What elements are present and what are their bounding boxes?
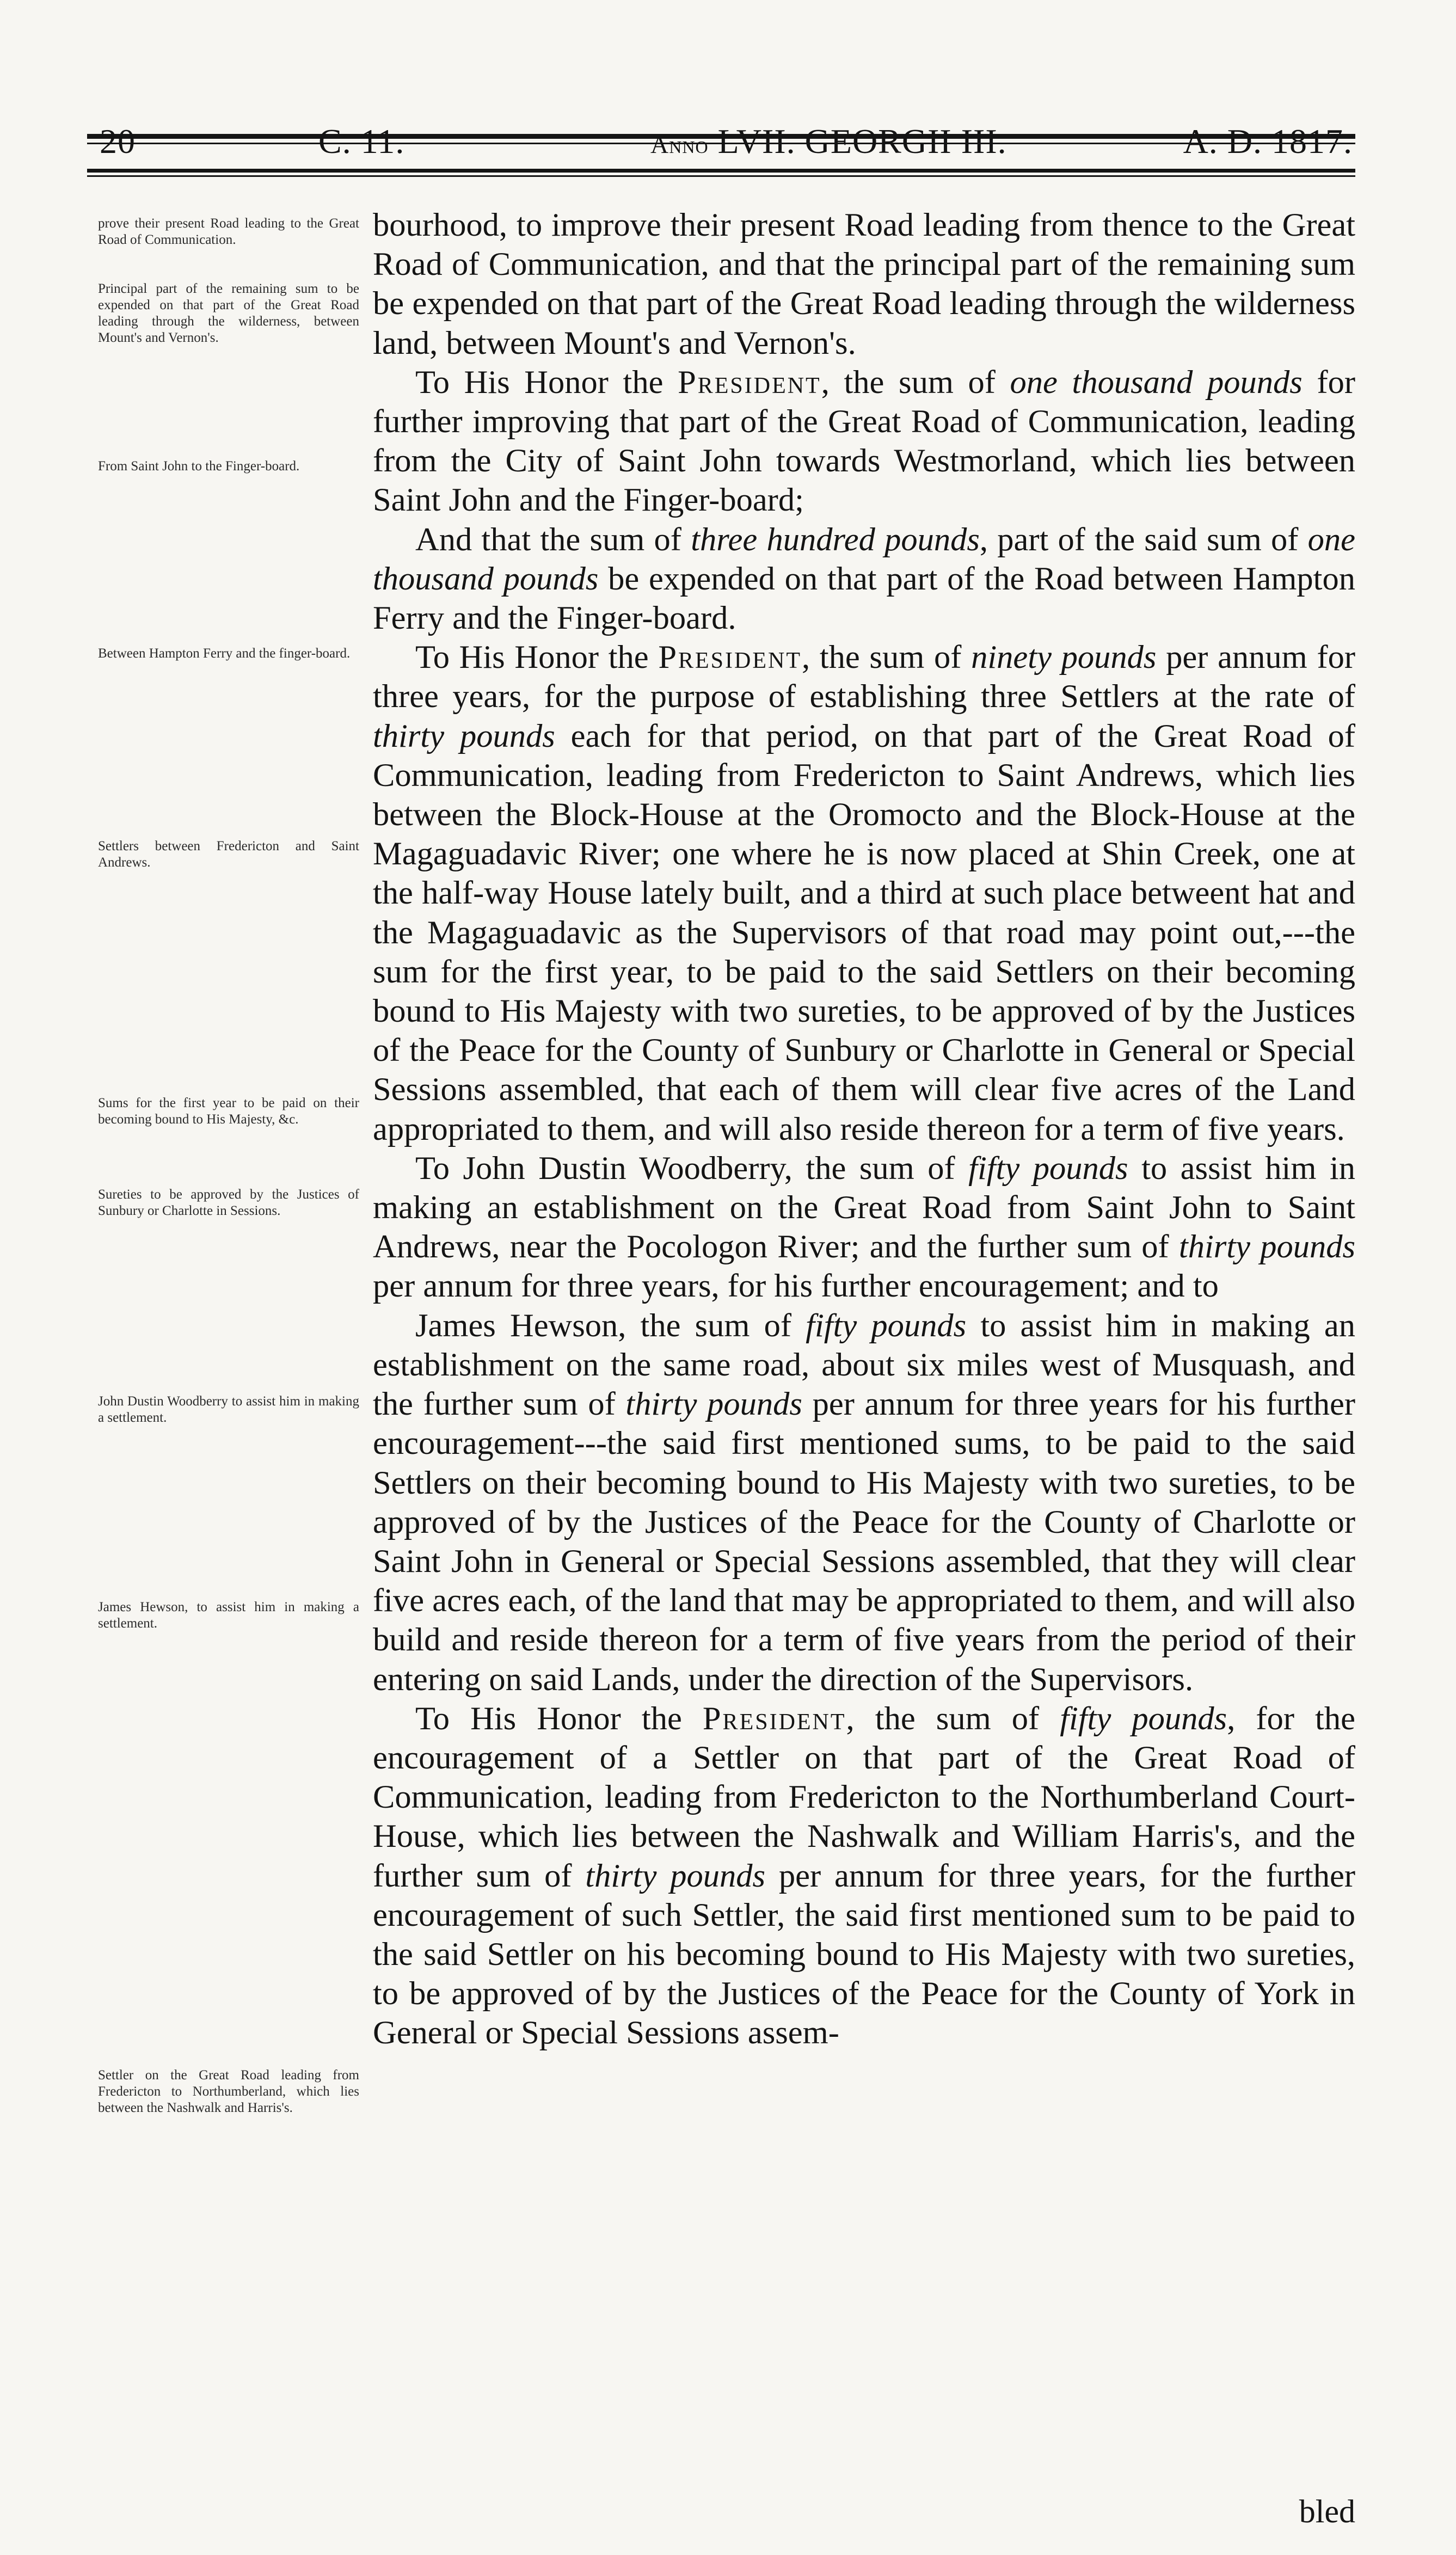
margin-note: From Saint John to the Finger-board. — [98, 459, 300, 474]
regnal-year — [650, 114, 1007, 172]
page-number: 20 — [100, 122, 136, 161]
paragraph — [373, 1699, 1355, 2053]
text-segment: , the sum of — [821, 364, 1010, 401]
text-segment: each for that period, on that part of the Great Road of Communication, leading from Fredericton to Saint Andrews, which lies between the Block-House at the Oromocto and the Block-House at the Magaguadavic River; one where he is now placed at Shin Creek, one at the half-way House lately built, and a third at such place betweent hat and the Magaguadavic as the Supervisors of that road may point out,---the sum for the first year, to be paid to the said Settlers on their becoming bound to His Majesty with two sureties, to be approved of by the Justices of the Peace for the County of Sunbury or Charlotte in General or Special Sessions assembled, that each of them will clear five acres of the Land appropriated to them, and will also reside thereon for a term of five years. — [373, 717, 1355, 1147]
text-segment: per annum for three years, for the further encouragement of such Settler, the said first mentioned sum to be paid to the said Settler on his becoming bound to His Majesty with two sureties, to be approved of by the Justices of the Peace for the County of York in General or Special Sessions assem- — [373, 1857, 1355, 2052]
italic-amount: ninety pounds — [971, 639, 1157, 676]
text-segment: , for the encouragement of a Settler on that part of the Great Road of Communication, leading from Fredericton to the Northumberland Court-House, which lies between the Nashwalk and William Harris's, and the further sum of — [373, 1700, 1355, 1894]
text-segment: , the sum of — [846, 1700, 1060, 1737]
margin-note: Settlers between Fredericton and Saint Andrews. — [98, 839, 359, 870]
margin-note: James Hewson, to assist him in making a settlement. — [98, 1600, 359, 1631]
small-caps-title: President — [658, 639, 802, 676]
italic-amount: fifty pounds — [1060, 1700, 1227, 1737]
italic-amount: thirty pounds — [373, 717, 555, 754]
catchword: bled — [1299, 2493, 1355, 2529]
small-caps-title: President — [678, 364, 821, 401]
chapter-number: C. 11. — [318, 122, 405, 161]
margin-note: Between Hampton Ferry and the finger-board. — [98, 646, 351, 661]
text-segment: bourhood, to improve their present Road leading from thence to the Great Road of Communication, and that the principal part of the remaining sum be expended on that part of the Great Road leading through the wilderness land, between Mount's and Vernon's. — [373, 207, 1355, 361]
paragraph — [373, 638, 1355, 1149]
text-segment: for further improving that part of the Great Road of Communication, leading from the City of Saint John towards Westmorland, which lies between Saint John and the Finger-board; — [373, 364, 1356, 519]
calendar-year: A. D. 1817. — [1183, 122, 1353, 161]
text-segment: per annum for three years for his further encouragement---the said first mentioned sums, to be paid to the said Settlers on their becoming bound to His Majesty with two sureties, to be approved of by the Justices of the Peace for the County of Charlotte or Saint John in General or Special Sessions assembled, that they will clear five acres each, of the land that may be appropriated to them, and will also build and reside thereon for a term of five years from the period of their entering on said Lands, under the direction of the Supervisors. — [373, 1386, 1356, 1698]
text-segment: James Hewson, the sum of — [415, 1307, 806, 1344]
italic-amount: fifty pounds — [968, 1150, 1128, 1187]
text-segment: to assist him in making an establishment on the Great Road from Saint John to Saint Andrews, near the Pocologon River; and the further sum of — [373, 1150, 1355, 1266]
body-text — [373, 206, 1355, 2053]
italic-amount: three hundred pounds — [691, 521, 980, 558]
text-segment: , the sum of — [801, 639, 972, 676]
text-segment: To John Dustin Woodberry, the sum of — [415, 1150, 969, 1187]
paragraph — [373, 520, 1355, 638]
margin-note: Sums for the first year to be paid on their becoming bound to His Majesty, &c. — [98, 1096, 359, 1127]
margin-note: John Dustin Woodberry to assist him in making a settlement. — [98, 1394, 359, 1425]
italic-amount: thirty pounds — [625, 1386, 802, 1423]
paragraph — [373, 1149, 1355, 1306]
text-segment: To His Honor the — [415, 639, 659, 676]
anno-reign: LVII. GEORGII III. — [708, 122, 1007, 161]
paragraph — [373, 363, 1355, 520]
text-segment: per annum for three years, for his further encouragement; and to — [373, 1268, 1219, 1305]
italic-amount: one thousand pounds — [373, 521, 1355, 597]
text-segment: to assist him in making an establishment on the same road, about six miles west of Musquash, and the further sum of — [373, 1307, 1355, 1423]
running-header — [90, 114, 1353, 169]
text-segment: per annum for three years, for the purpose of establishing three Settlers at the rate of — [373, 639, 1355, 715]
italic-amount: thirty pounds — [585, 1857, 766, 1894]
italic-amount: one thousand pounds — [1010, 364, 1303, 401]
text-segment: , part of the said sum of — [979, 521, 1308, 558]
text-segment: be expended on that part of the Road between Hampton Ferry and the Finger-board. — [373, 560, 1355, 637]
header-rule-bottom-thin — [87, 175, 1355, 177]
margin-note: Sureties to be approved by the Justices of Sunbury or Charlotte in Sessions. — [98, 1187, 359, 1218]
paragraph — [373, 206, 1355, 363]
header-rule-bottom — [87, 169, 1355, 173]
anno-word: Anno — [650, 131, 709, 158]
margin-note: Settler on the Great Road leading from Fredericton to Northumberland, which lies between the Nashwalk and Harris's. — [98, 2068, 359, 2115]
margin-note: Principal part of the remaining sum to be expended on that part of the Great Road leading through the wilderness, between Mount's and Vernon's. — [98, 281, 359, 345]
italic-amount: fifty pounds — [806, 1307, 967, 1344]
text-segment: To His Honor the — [415, 1700, 703, 1737]
margin-note: prove their present Road leading to the Great Road of Communication. — [98, 216, 359, 247]
italic-amount: thirty pounds — [1178, 1229, 1355, 1266]
small-caps-title: President — [702, 1700, 846, 1737]
paragraph — [373, 1306, 1355, 1699]
text-segment: To His Honor the — [415, 364, 678, 401]
text-segment: And that the sum of — [415, 521, 691, 558]
